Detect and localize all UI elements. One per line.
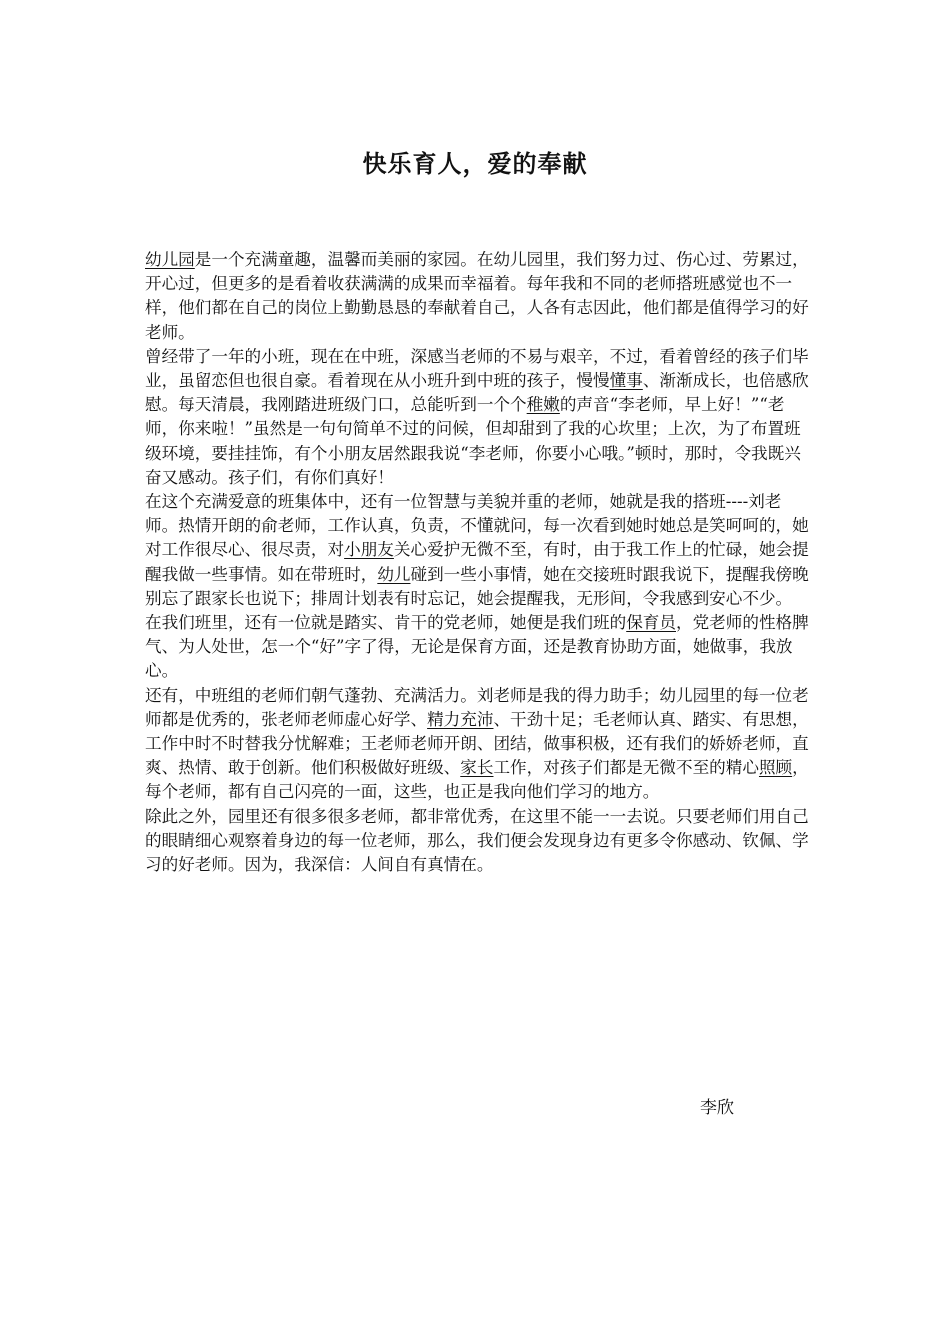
text-run: 、渐渐成长，也倍感欣慰。每天清晨，我刚踏进班级门口，总能听到一个个 [145, 371, 809, 415]
text-run: ，每个老师，都有自己闪亮的一面，这些，也正是我向他们学习的地方。 [145, 758, 809, 802]
text-run: 在这个充满爱意的班集体中，还有一位智慧与美貌并重的老师，她就是我的搭班----刘老师。热情开朗的俞老师，工作认真，负责，不懂就问，每一次看到她时她总是笑呵呵的，她对工作很尽心、很尽责，对 [145, 492, 809, 560]
underlined-term: 精力充沛 [427, 709, 494, 729]
underlined-term: 家长 [460, 758, 494, 778]
underlined-term: 懂事 [609, 371, 643, 391]
text-run: 的声音“李老师，早上好！”“老师，你来啦！”虽然是一句句简单不过的问候，但却甜到了我的心坎里；上次，为了布置班级环境，要挂挂饰，有个小朋友居然跟我说“李老师，你要小心哦。”顿时，那时，令我既兴奋又感动。孩子们，有你们真好！ [145, 395, 801, 487]
text-run: 碰到一些小事情，她在交接班时跟我说下，提醒我傍晚别忘了跟家长也说下；排周计划表有时忘记，她会提醒我，无形间，令我感到安心不少。 [145, 564, 809, 608]
underlined-term: 幼儿园 [145, 250, 195, 269]
text-run: 还有，中班组的老师们朝气蓬勃、充满活力。刘老师是我的得力助手；幼儿园里的每一位老师都是优秀的，张老师老师虚心好学、 [145, 685, 809, 729]
underlined-term: 幼儿 [377, 564, 411, 584]
underlined-term: 稚嫩 [526, 395, 560, 415]
text-run: 是一个充满童趣，温馨而美丽的家园。在幼儿园里，我们努力过、伤心过、劳累过，开心过，但更多的是看着收获满满的成果而幸福着。每年我和不同的老师搭班感觉也不一样，他们都在自己的岗位上勤勤恳恳的奉献着自己，人各有志因此，他们都是值得学习的好老师。 [145, 250, 809, 342]
document-title: 快乐育人，爱的奉献 [362, 150, 588, 179]
underlined-term: 照顾 [758, 758, 793, 778]
body-paragraph [145, 805, 810, 878]
body-paragraph [145, 611, 810, 684]
text-run: 曾经带了一年的小班，现在在中班，深感当老师的不易与艰辛，不过，看着曾经的孩子们毕业，虽留恋但也很自豪。看着现在从小班升到中班的孩子，慢慢 [145, 346, 809, 391]
underlined-term: 小朋友 [344, 540, 394, 560]
author-signature: 李欣 [700, 1098, 734, 1118]
text-run: 、干劲十足；毛老师认真、踏实、有思想，工作中时不时替我分忧解难；王老师老师开朗、团结，做事积极，还有我们的娇娇老师，直爽、热情、敢于创新。他们积极做好班级、 [145, 709, 809, 778]
text-run: ，党老师的性格脾气、为人处世，怎一个“好”字了得，无论是保育方面，还是教育协助方面，她做事，我放心。 [145, 613, 809, 681]
body-paragraph [145, 345, 810, 490]
document-body [145, 248, 810, 877]
body-paragraph [145, 248, 810, 345]
text-run: 关心爱护无微不至，有时，由于我工作上的忙碌，她会提醒我做一些事情。如在带班时， [145, 540, 809, 584]
text-run: 除此之外，园里还有很多很多老师，都非常优秀，在这里不能一一去说。只要老师们用自己的眼睛细心观察着身边的每一位老师，那么，我们便会发现身边有更多令你感动、钦佩、学习的好老师。因为，我深信：人间自有真情在。 [145, 806, 809, 875]
body-paragraph [145, 490, 810, 611]
text-run: 在我们班里，还有一位就是踏实、肯干的党老师，她便是我们班的 [145, 613, 627, 633]
underlined-term: 保育员 [626, 613, 676, 633]
text-run: 工作，对孩子们都是无微不至的精心 [493, 758, 759, 778]
body-paragraph [145, 684, 810, 805]
